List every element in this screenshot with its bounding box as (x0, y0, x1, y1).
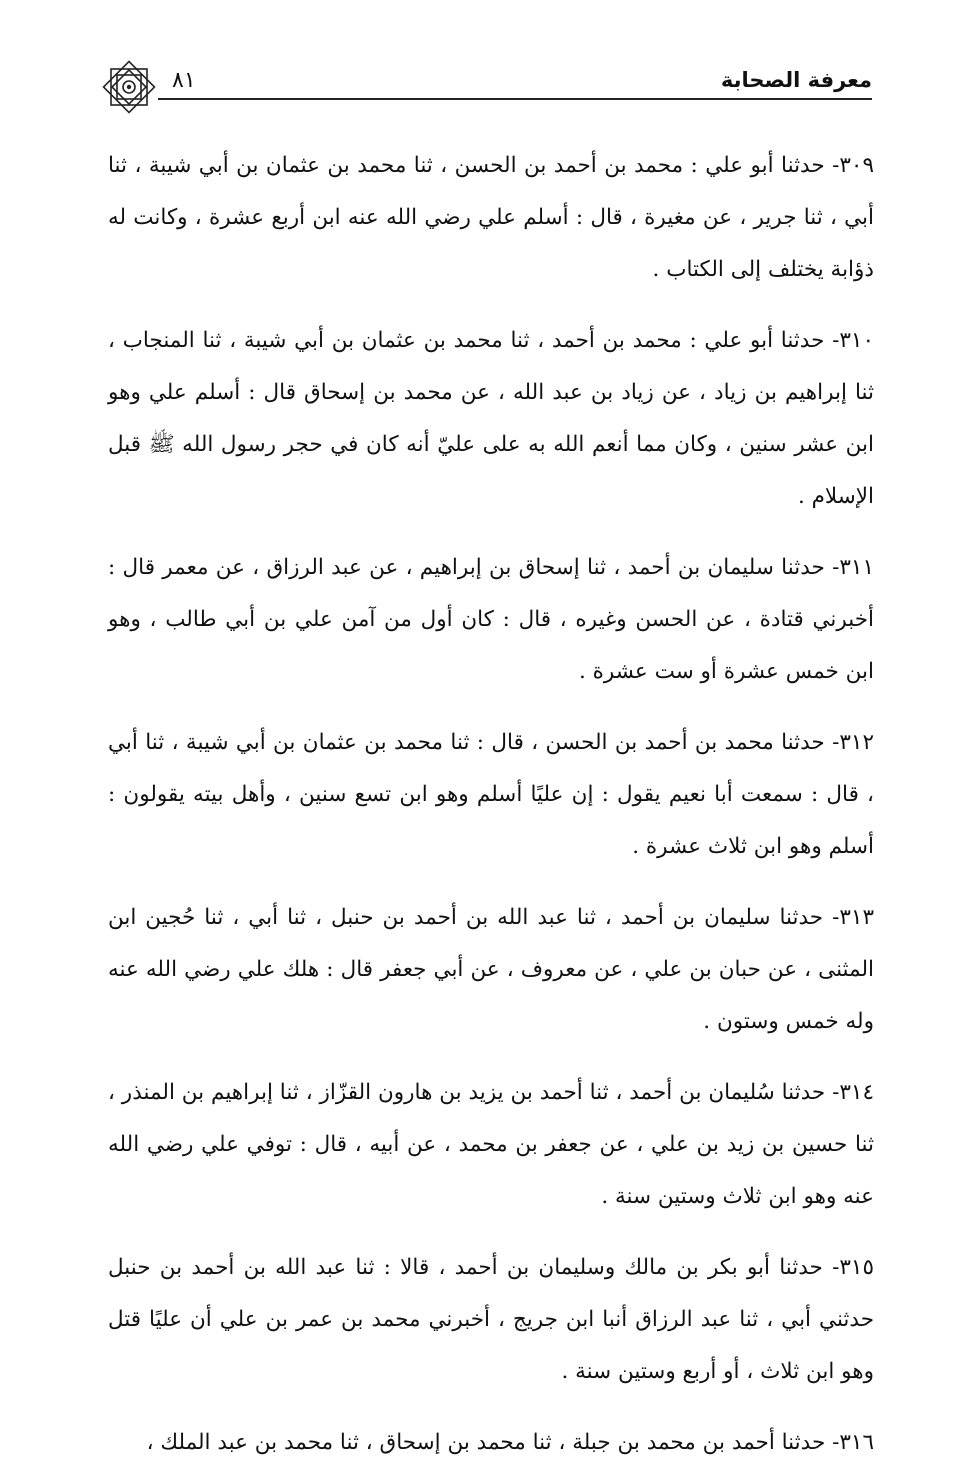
hadith-309: ٣٠٩- حدثنا أبو علي : محمد بن أحمد بن الحسن ، ثنا محمد بن عثمان بن أبي شيبة ، ثنا أبي ، ثنا جرير ، عن مغيرة ، قال : أسلم علي رضي الله عنه ابن أربع عشرة ، وكانت له ذؤابة يختلف إلى الكتاب . (108, 153, 874, 282)
hadith-311: ٣١١- حدثنا سليمان بن أحمد ، ثنا إسحاق بن إبراهيم ، عن عبد الرزاق ، عن معمر قال : أخبرني قتادة ، عن الحسن وغيره ، قال : كان أول من آمن علي بن أبي طالب ، وهو ابن خمس عشرة أو ست عشرة . (108, 555, 874, 684)
header-rule (158, 98, 872, 100)
hadith-315: ٣١٥- حدثنا أبو بكر بن مالك وسليمان بن أحمد ، قالا : ثنا عبد الله بن أحمد بن حنبل حدثني أبي ، ثنا عبد الرزاق أنبا ابن جريج ، أخبرني محمد بن عمر بن علي أن عليًا قتل وهو ابن ثلاث ، أو أربع وستين سنة . (108, 1255, 874, 1384)
page-body (108, 140, 874, 1469)
page-header (100, 60, 872, 100)
hadith-314: ٣١٤- حدثنا سُليمان بن أحمد ، ثنا أحمد بن يزيد بن هارون القزّاز ، ثنا إبراهيم بن المنذر ، ثنا حسين بن زيد بن علي ، عن جعفر بن محمد ، عن أبيه ، قال : توفي علي رضي الله عنه وهو ابن ثلاث وستين سنة . (108, 1080, 874, 1209)
running-title: معرفة الصحابة (720, 68, 872, 92)
hadith-310: ٣١٠- حدثنا أبو علي : محمد بن أحمد ، ثنا محمد بن عثمان بن أبي شيبة ، ثنا المنجاب ، ثنا إبراهيم بن زياد ، عن زياد بن عبد الله ، عن محمد بن إسحاق قال : أسلم علي وهو ابن عشر سنين ، وكان مما أنعم الله به على عليّ أنه كان في حجر رسول الله ﷺ قبل الإسلام . (108, 328, 874, 509)
octagram-ornament-icon (100, 58, 158, 116)
hadith-313: ٣١٣- حدثنا سليمان بن أحمد ، ثنا عبد الله بن أحمد بن حنبل ، ثنا أبي ، ثنا حُجين ابن المثنى ، عن حبان بن علي ، عن معروف ، عن أبي جعفر قال : هلك علي رضي الله عنه وله خمس وستون . (108, 905, 874, 1034)
hadith-316: ٣١٦- حدثنا أحمد بن محمد بن جبلة ، ثنا محمد بن إسحاق ، ثنا محمد بن عبد الملك ، (146, 1430, 874, 1455)
page-number: ٨١ (172, 68, 196, 93)
hadith-312: ٣١٢- حدثنا محمد بن أحمد بن الحسن ، قال : ثنا محمد بن عثمان بن أبي شيبة ، ثنا أبي ، قال : سمعت أبا نعيم يقول : إن عليًا أسلم وهو ابن تسع سنين ، وأهل بيته يقولون : أسلم وهو ابن ثلاث عشرة . (108, 730, 874, 859)
